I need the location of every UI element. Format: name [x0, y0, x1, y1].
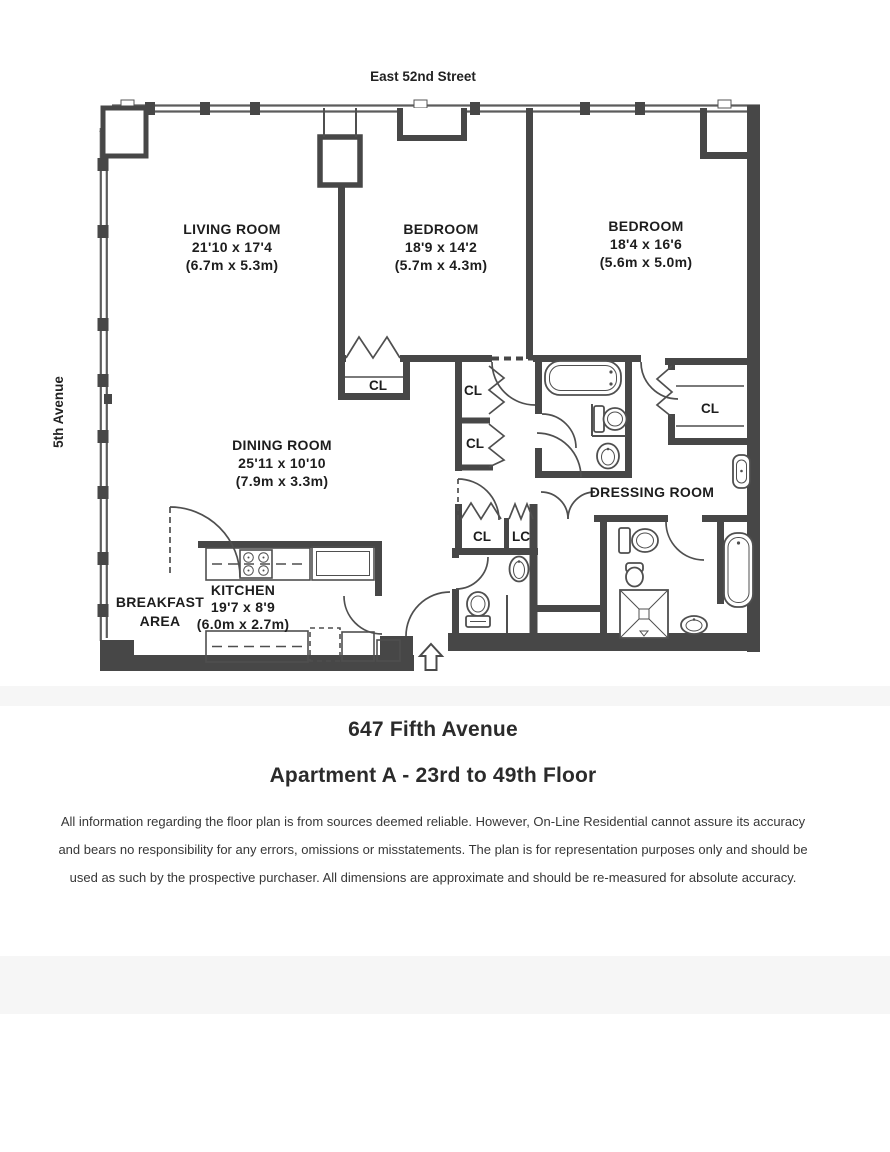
outer-walls	[98, 100, 761, 671]
room-label-kitchen	[197, 582, 290, 632]
refrigerator-icon	[312, 547, 374, 580]
toilet-icon	[619, 528, 658, 553]
bifold-door	[346, 337, 400, 358]
linen-closet-label: LC	[512, 529, 530, 544]
accordion-door	[657, 366, 672, 417]
svg-text:KITCHEN: KITCHEN	[210, 582, 276, 598]
svg-text:(6.0m x 2.7m): (6.0m x 2.7m)	[196, 616, 290, 632]
svg-text:(7.9m x 3.3m): (7.9m x 3.3m)	[235, 473, 329, 489]
footer-disclaimer-line2: and bears no responsibility for any errors, omissions or misstatements. The plan is for representation purposes only and should be	[58, 842, 808, 857]
door-swing	[344, 596, 382, 634]
street-label-left: 5th Avenue	[51, 376, 66, 448]
door-swing	[406, 592, 450, 636]
column	[320, 137, 360, 185]
svg-text:BREAKFAST: BREAKFAST	[115, 594, 205, 610]
column	[400, 108, 464, 138]
bathtub-icon	[545, 361, 621, 395]
street-label-top: East 52nd Street	[370, 69, 476, 84]
svg-text:21'10 x 17'4: 21'10 x 17'4	[191, 239, 273, 255]
shower-icon	[620, 590, 668, 638]
sink-icon	[597, 444, 619, 469]
entry-arrow-icon	[420, 644, 442, 670]
bathtub-icon	[724, 533, 753, 607]
footer-apartment: Apartment A - 23rd to 49th Floor	[269, 764, 597, 787]
room-label-living-room	[183, 221, 280, 273]
svg-text:BEDROOM: BEDROOM	[608, 218, 684, 234]
svg-text:DINING ROOM: DINING ROOM	[232, 437, 332, 453]
door-swing	[541, 492, 568, 519]
closet-label: CL	[473, 529, 491, 544]
svg-text:(5.7m x 4.3m): (5.7m x 4.3m)	[394, 257, 488, 273]
footer-disclaimer-line1: All information regarding the floor plan is from sources deemed reliable. However, On-Line Residential cannot assure its accuracy	[60, 814, 806, 829]
svg-text:(6.7m x 5.3m): (6.7m x 5.3m)	[185, 257, 279, 273]
footer-disclaimer-line3: used as such by the prospective purchaser. All dimensions are approximate and should be re-measured for absolute accuracy.	[69, 870, 797, 885]
sink-icon	[681, 616, 707, 634]
svg-text:(5.6m x 5.0m): (5.6m x 5.0m)	[599, 254, 693, 270]
svg-text:19'7 x 8'9: 19'7 x 8'9	[210, 599, 276, 615]
scan-smudge	[0, 956, 890, 1014]
svg-text:LIVING ROOM: LIVING ROOM	[183, 221, 281, 237]
sink-icon	[510, 557, 529, 582]
door-swing	[542, 414, 576, 448]
toilet-icon	[594, 406, 627, 432]
bidet-icon	[626, 563, 643, 587]
door-swing	[666, 522, 704, 560]
svg-text:18'4 x 16'6: 18'4 x 16'6	[609, 236, 683, 252]
column	[103, 108, 146, 156]
svg-text:25'11 x 10'10: 25'11 x 10'10	[238, 455, 326, 471]
svg-text:AREA: AREA	[139, 613, 181, 629]
closet-label: CL	[466, 436, 484, 451]
room-label-bedroom-2	[600, 218, 693, 270]
room-label-bedroom-1	[395, 221, 488, 273]
svg-text:BEDROOM: BEDROOM	[403, 221, 479, 237]
bifold-door	[509, 504, 533, 519]
svg-text:18'9 x 14'2: 18'9 x 14'2	[404, 239, 478, 255]
accordion-door	[489, 424, 504, 467]
closet-label: CL	[369, 378, 387, 393]
room-label-breakfast-area	[116, 594, 204, 629]
scan-smudge	[0, 686, 890, 706]
toilet-icon	[466, 592, 490, 627]
closet-label: CL	[464, 383, 482, 398]
room-label-dining-room	[232, 437, 332, 489]
room-label-dressing-room: DRESSING ROOM	[589, 484, 715, 500]
sink-icon	[733, 455, 750, 488]
door-swing	[456, 557, 488, 589]
footer-address: 647 Fifth Avenue	[348, 718, 518, 741]
bifold-door	[461, 503, 501, 519]
closet-label: CL	[701, 401, 719, 416]
